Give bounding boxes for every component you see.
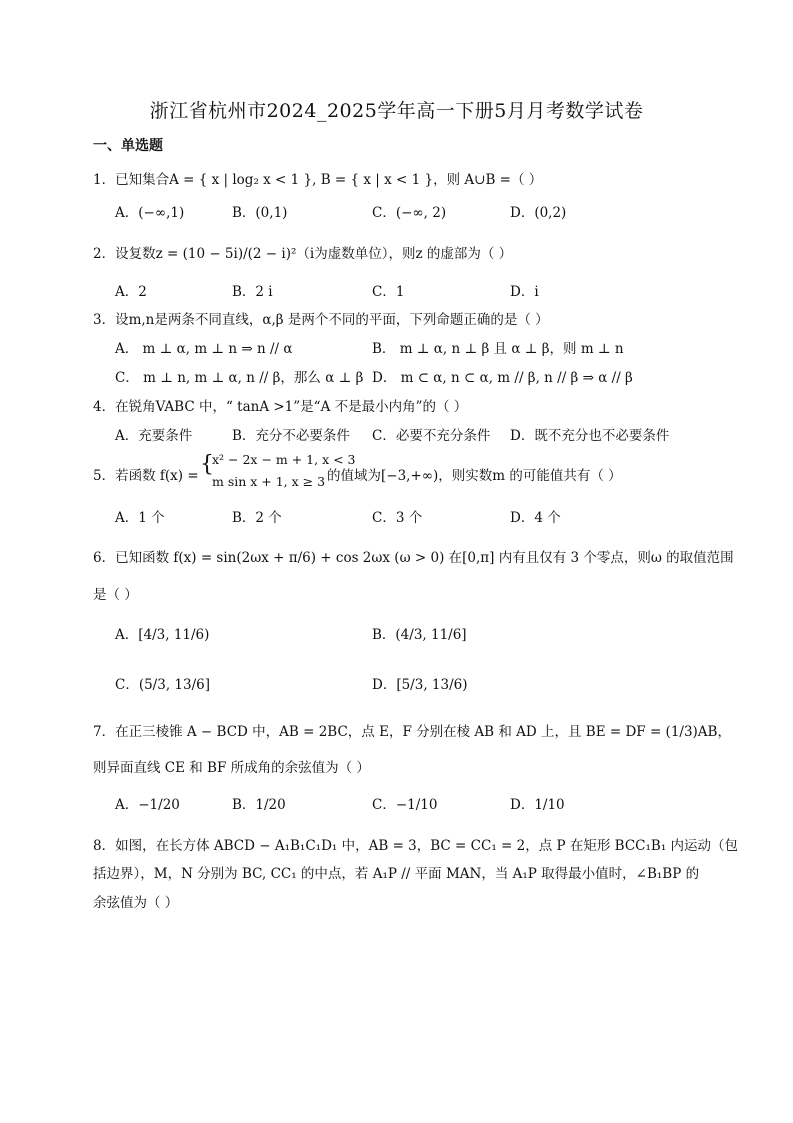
piece-two: m sin x + 1, x ≥ 3: [212, 474, 326, 489]
option-b: B．1/20: [232, 797, 286, 813]
option-c: C． m ⊥ n, m ⊥ α, n // β，那么 α ⊥ β: [115, 370, 364, 386]
question-stem: 7．在正三棱锥 A − BCD 中，AB = 2BC，点 E，F 分别在棱 AB 和 AD 上，且 BE = DF = (1/3)AB，: [93, 724, 731, 740]
option-c: C．(5/3, 13/6]: [115, 677, 210, 693]
option-b: B．(0,1): [232, 205, 288, 221]
option-c: C．−1/10: [372, 797, 438, 813]
option-d: D． m ⊂ α, n ⊂ α, m // β, n // β ⇒ α // β: [372, 370, 633, 386]
option-c: C．必要不充分条件: [372, 428, 491, 444]
page-title: 浙江省杭州市2024_2025学年高一下册5月月考数学试卷: [149, 100, 644, 122]
question-stem-prefix: 5．若函数 f(x) =: [93, 468, 199, 484]
option-d: D．4 个: [510, 510, 561, 526]
question-stem: 6．已知函数 f(x) = sin(2ωx + π/6) + cos 2ωx (ω > 0) 在[0,π] 内有且仅有 3 个零点，则ω 的取值范围: [93, 550, 734, 566]
option-b: B．2 个: [232, 510, 282, 526]
option-c: C．(−∞, 2): [372, 205, 447, 221]
question-stem-cont: 余弦值为（ ）: [93, 895, 179, 911]
question-stem-suffix: 的值域为[−3,+∞)，则实数m 的可能值共有（ ）: [327, 468, 622, 484]
option-b: B．充分不必要条件: [232, 428, 350, 444]
question-stem-cont: 则异面直线 CE 和 BF 所成角的余弦值为（ ）: [93, 760, 370, 776]
option-d: D．i: [510, 284, 539, 300]
left-brace: {: [200, 452, 214, 477]
option-d: D．既不充分也不必要条件: [510, 428, 670, 444]
option-d: D．1/10: [510, 797, 565, 813]
option-c: C．3 个: [372, 510, 423, 526]
question-stem-cont: 括边界），M，N 分别为 BC, CC₁ 的中点，若 A₁P // 平面 MAN，当 A₁P 取得最小值时，∠B₁BP 的: [93, 866, 700, 882]
option-b: B．(4/3, 11/6]: [372, 627, 467, 643]
question-stem-cont: 是（ ）: [93, 587, 138, 603]
option-d: D．[5/3, 13/6): [372, 677, 468, 693]
option-d: D．(0,2): [510, 205, 567, 221]
option-a: A．2: [115, 284, 147, 300]
question-stem: 3．设m,n是两条不同直线，α,β 是两个不同的平面，下列命题正确的是（ ）: [93, 312, 549, 328]
option-a: A．−1/20: [115, 797, 180, 813]
option-c: C．1: [372, 284, 405, 300]
piece-one: x² − 2x − m + 1, x < 3: [212, 452, 356, 467]
option-a: A．充要条件: [115, 428, 193, 444]
option-b: B． m ⊥ α, n ⊥ β 且 α ⊥ β，则 m ⊥ n: [372, 341, 624, 357]
option-a: A．(−∞,1): [115, 205, 185, 221]
option-a: A．1 个: [115, 510, 165, 526]
question-stem: 4．在锐角VABC 中，“ tanA >1”是“A 不是最小内角”的（ ）: [93, 399, 468, 415]
section-heading: 一、单选题: [93, 138, 163, 154]
option-b: B．2 i: [232, 284, 273, 300]
question-stem: 2．设复数z = (10 − 5i)/(2 − i)²（i为虚数单位），则z 的虚部为（ ）: [93, 246, 513, 262]
question-stem: 8．如图，在长方体 ABCD − A₁B₁C₁D₁ 中，AB = 3，BC = CC₁ = 2，点 P 在矩形 BCC₁B₁ 内运动（包: [93, 838, 739, 854]
option-a: A．[4/3, 11/6): [115, 627, 210, 643]
option-a: A． m ⊥ α, m ⊥ n ⇒ n // α: [115, 341, 293, 357]
question-stem: 1．已知集合A = { x | log₂ x < 1 }, B = { x | x < 1 }，则 A∪B =（ ）: [93, 172, 543, 188]
